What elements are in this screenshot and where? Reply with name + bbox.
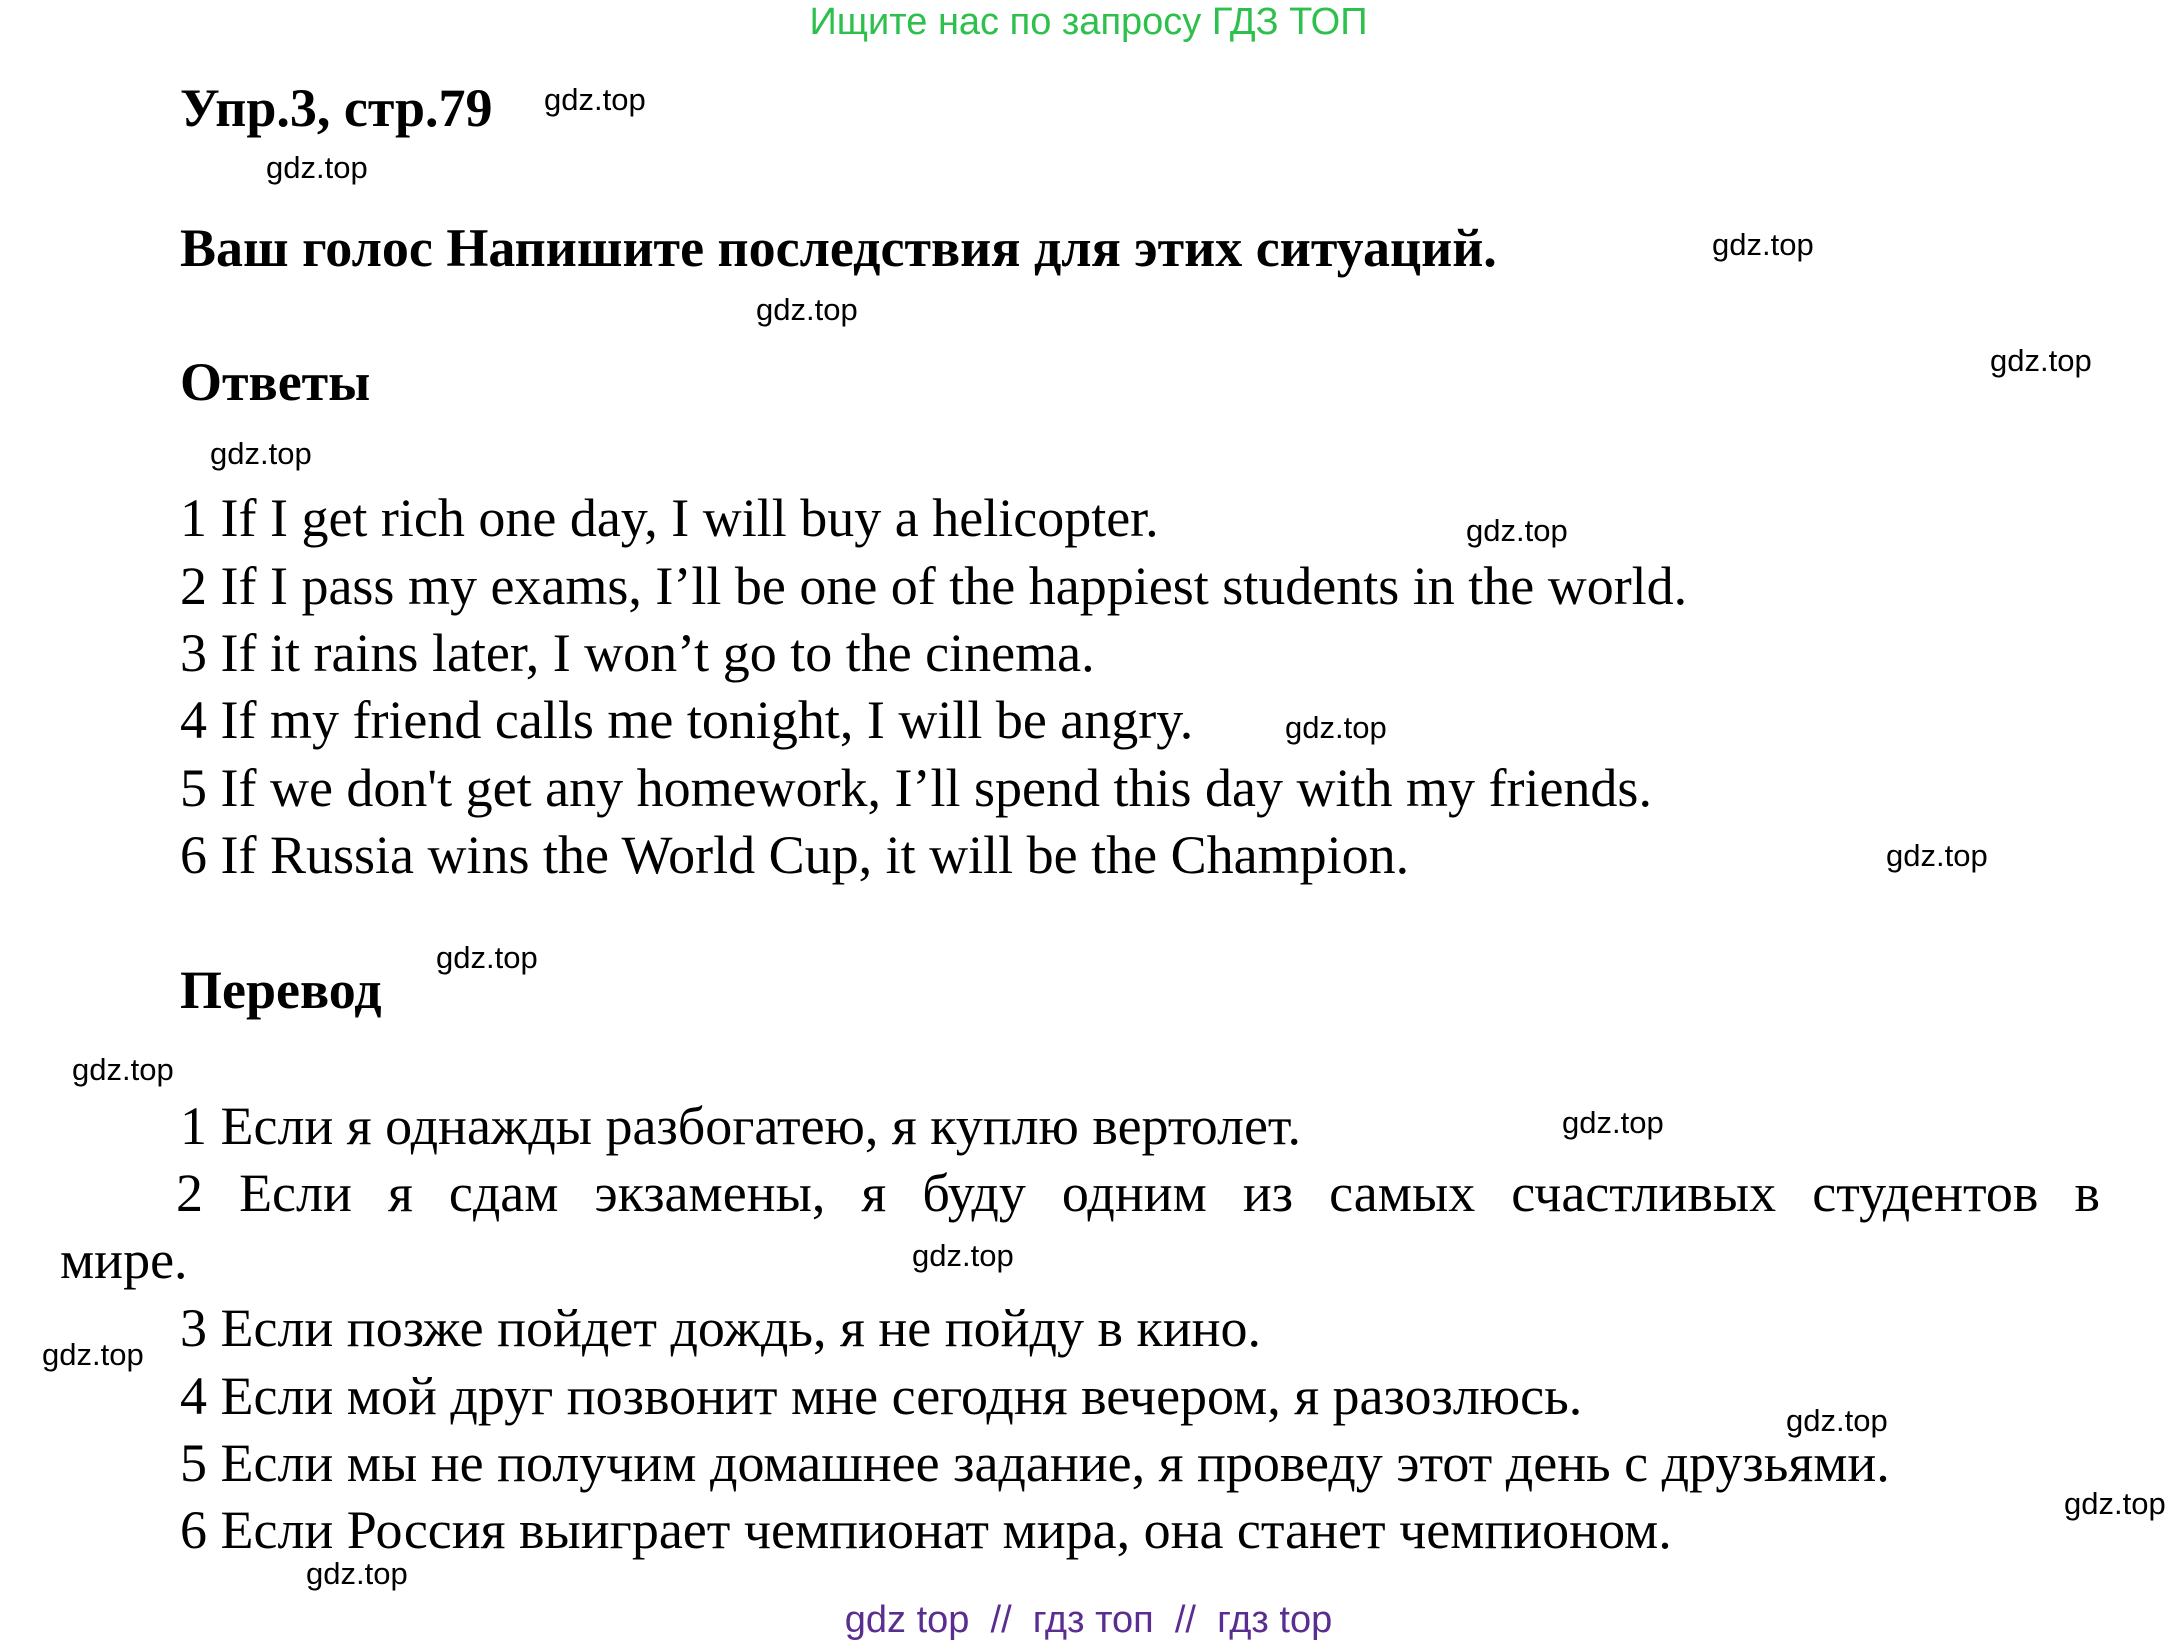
watermark: gdz.top xyxy=(210,436,312,471)
translation-line-4: 4 Если мой друг позвонит мне сегодня вечером, я разозлюсь. xyxy=(180,1366,1583,1426)
watermark: gdz.top xyxy=(266,150,368,185)
watermark: gdz.top xyxy=(1886,838,1988,873)
exercise-title: Упр.3, стр.79 xyxy=(180,78,493,138)
top-banner: Ищите нас по запросу ГДЗ ТОП xyxy=(809,1,1368,43)
watermark: gdz.top xyxy=(1562,1105,1664,1140)
watermark: gdz.top xyxy=(42,1337,144,1372)
watermark: gdz.top xyxy=(2064,1486,2166,1521)
translation-line-2-first: 2 Если я сдам экзамены, я буду одним из самых счастливых студентов в xyxy=(176,1163,2100,1223)
watermark: gdz.top xyxy=(1285,710,1387,745)
watermark: gdz.top xyxy=(544,82,646,117)
watermark: gdz.top xyxy=(436,940,538,975)
translation-line-5: 5 Если мы не получим домашнее задание, я проведу этот день с друзьями. xyxy=(180,1433,1890,1493)
translation-line-2-wrap: мире. xyxy=(60,1230,188,1290)
footer-links[interactable]: gdz top // гдз топ // гдз top xyxy=(844,1599,1333,1641)
task-text: Ваш голос Напишите последствия для этих ситуаций. xyxy=(180,218,1497,278)
answer-line-6: 6 If Russia wins the World Cup, it will be the Champion. xyxy=(180,825,1410,885)
translation-line-3: 3 Если позже пойдет дождь, я не пойду в кино. xyxy=(180,1298,1262,1358)
answer-line-2: 2 If I pass my exams, I’ll be one of the happiest students in the world. xyxy=(180,556,1688,616)
watermark: gdz.top xyxy=(306,1556,408,1591)
answer-line-3: 3 If it rains later, I won’t go to the cinema. xyxy=(180,623,1095,683)
answer-line-5: 5 If we don't get any homework, I’ll spend this day with my friends. xyxy=(180,758,1652,818)
watermark: gdz.top xyxy=(756,292,858,327)
watermark: gdz.top xyxy=(1990,343,2092,378)
translation-line-2 xyxy=(60,1160,2100,1294)
watermark: gdz.top xyxy=(1786,1403,1888,1438)
answer-line-4: 4 If my friend calls me tonight, I will be angry. xyxy=(180,690,1194,750)
answer-line-1: 1 If I get rich one day, I will buy a helicopter. xyxy=(180,488,1159,548)
watermark: gdz.top xyxy=(912,1238,1014,1273)
answers-heading: Ответы xyxy=(180,352,371,412)
watermark: gdz.top xyxy=(1712,227,1814,262)
watermark: gdz.top xyxy=(72,1052,174,1087)
translation-line-6: 6 Если Россия выиграет чемпионат мира, она станет чемпионом. xyxy=(180,1500,1672,1560)
translation-heading: Перевод xyxy=(180,960,382,1020)
translation-line-1: 1 Если я однажды разбогатею, я куплю вертолет. xyxy=(180,1096,1301,1156)
watermark: gdz.top xyxy=(1466,513,1568,548)
